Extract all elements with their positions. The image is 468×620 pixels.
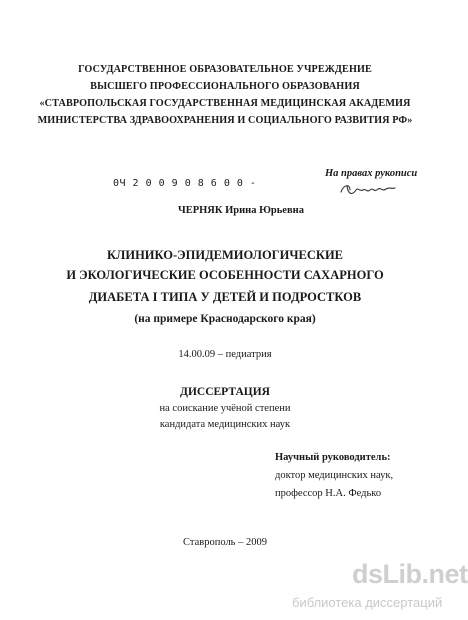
archive-stamp: 0Ч 2 0 0 9 0 8 6 0 0 - xyxy=(113,178,257,189)
watermark-subtitle: библиотека диссертаций xyxy=(292,595,443,610)
institution-line-3: «СТАВРОПОЛЬСКАЯ ГОСУДАРСТВЕННАЯ МЕДИЦИНСКАЯ АКАДЕМИЯ xyxy=(39,98,411,109)
degree-line-1: на соискание учёной степени xyxy=(159,403,291,414)
degree-line-2: кандидата медицинских наук xyxy=(159,419,291,430)
institution-line-2: ВЫСШЕГО ПРОФЕССИОНАЛЬНОГО ОБРАЗОВАНИЯ xyxy=(90,81,360,92)
dissertation-heading: ДИССЕРТАЦИЯ xyxy=(180,386,270,398)
institution-line-1: ГОСУДАРСТВЕННОЕ ОБРАЗОВАТЕЛЬНОЕ УЧРЕЖДЕНИЕ xyxy=(78,64,372,75)
title-line-4: (на примере Краснодарского края) xyxy=(134,313,316,325)
advisor-line-1: доктор медицинских наук, xyxy=(275,470,394,481)
institution-line-4: МИНИСТЕРСТВА ЗДРАВООХРАНЕНИЯ И СОЦИАЛЬНОГО РАЗВИТИЯ РФ» xyxy=(37,115,413,126)
specialty: 14.00.09 – педиатрия xyxy=(178,349,272,360)
place-year: Ставрополь – 2009 xyxy=(183,537,267,548)
advisor-label: Научный руководитель: xyxy=(275,452,391,463)
advisor-line-2: профессор Н.А. Федько xyxy=(275,488,382,499)
author-name: ЧЕРНЯК Ирина Юрьевна xyxy=(178,205,304,216)
title-line-2: И ЭКОЛОГИЧЕСКИЕ ОСОБЕННОСТИ САХАРНОГО xyxy=(66,268,384,282)
title-line-1: КЛИНИКО-ЭПИДЕМИОЛОГИЧЕСКИЕ xyxy=(106,248,344,262)
title-line-3: ДИАБЕТА I ТИПА У ДЕТЕЙ И ПОДРОСТКОВ xyxy=(88,290,362,304)
handwritten-signature xyxy=(338,180,398,200)
watermark-brand: dsLib.net xyxy=(352,559,468,589)
manuscript-note: На правах рукописи xyxy=(325,168,418,179)
